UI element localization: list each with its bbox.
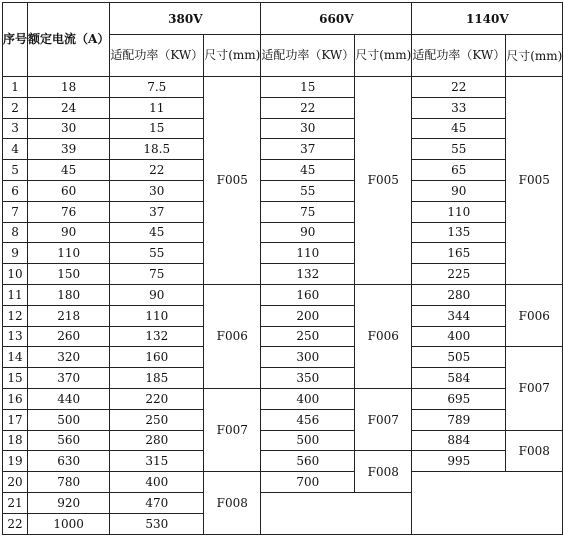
cell-current: 780 <box>28 472 110 493</box>
table-row <box>3 180 563 201</box>
cell-size-380: F005 <box>204 77 261 285</box>
table-body <box>3 77 563 535</box>
cell-current: 440 <box>28 388 110 409</box>
cell-power-660: 37 <box>261 139 355 160</box>
table-row <box>3 222 563 243</box>
spec-table <box>2 2 563 535</box>
cell-power-1140: 110 <box>412 201 506 222</box>
cell-power-380: 45 <box>110 222 204 243</box>
header-power-380: 适配功率（KW） <box>110 35 204 77</box>
cell-power-660: 200 <box>261 305 355 326</box>
cell-power-380: 30 <box>110 180 204 201</box>
cell-power-380: 110 <box>110 305 204 326</box>
cell-power-1140: 884 <box>412 430 506 451</box>
cell-index: 16 <box>3 388 28 409</box>
cell-current: 24 <box>28 97 110 118</box>
cell-power-1140: 165 <box>412 243 506 264</box>
cell-current: 1000 <box>28 513 110 534</box>
cell-size-380: F008 <box>204 472 261 534</box>
header-voltage-660: 660V <box>261 3 412 35</box>
header-current: 额定电流（A） <box>28 3 110 77</box>
cell-power-1140: 789 <box>412 409 506 430</box>
cell-size-660: F006 <box>355 284 412 388</box>
cell-current: 500 <box>28 409 110 430</box>
header-power-660: 适配功率（KW） <box>261 35 355 77</box>
cell-power-380: 75 <box>110 264 204 285</box>
table-row <box>3 451 563 472</box>
cell-index: 11 <box>3 284 28 305</box>
cell-power-660: 110 <box>261 243 355 264</box>
cell-power-380: 18.5 <box>110 139 204 160</box>
cell-current: 920 <box>28 492 110 513</box>
cell-power-1140: 505 <box>412 347 506 368</box>
cell-power-1140: 55 <box>412 139 506 160</box>
cell-power-660: 75 <box>261 201 355 222</box>
cell-power-660: 560 <box>261 451 355 472</box>
cell-index: 5 <box>3 160 28 181</box>
cell-index: 10 <box>3 264 28 285</box>
cell-power-380: 250 <box>110 409 204 430</box>
cell-power-660: 700 <box>261 472 355 493</box>
cell-power-1140: 280 <box>412 284 506 305</box>
cell-power-380: 400 <box>110 472 204 493</box>
cell-power-1140: 45 <box>412 118 506 139</box>
cell-power-1140: 90 <box>412 180 506 201</box>
cell-current: 60 <box>28 180 110 201</box>
cell-index: 3 <box>3 118 28 139</box>
cell-current: 76 <box>28 201 110 222</box>
cell-blank <box>261 492 412 534</box>
cell-index: 2 <box>3 97 28 118</box>
cell-index: 22 <box>3 513 28 534</box>
header-size-1140: 尺寸(mm) <box>506 35 563 77</box>
cell-power-1140: 135 <box>412 222 506 243</box>
cell-power-1140: 995 <box>412 451 506 472</box>
cell-index: 19 <box>3 451 28 472</box>
cell-power-660: 300 <box>261 347 355 368</box>
table-row <box>3 326 563 347</box>
cell-power-380: 37 <box>110 201 204 222</box>
cell-size-1140: F008 <box>506 430 563 472</box>
table-row <box>3 77 563 98</box>
header-voltage-1140: 1140V <box>412 3 563 35</box>
cell-power-1140: 225 <box>412 264 506 285</box>
cell-current: 90 <box>28 222 110 243</box>
cell-current: 45 <box>28 160 110 181</box>
cell-power-1140: 65 <box>412 160 506 181</box>
cell-index: 17 <box>3 409 28 430</box>
cell-size-380: F007 <box>204 388 261 471</box>
table-row <box>3 118 563 139</box>
cell-size-1140: F005 <box>506 77 563 285</box>
cell-current: 30 <box>28 118 110 139</box>
cell-index: 18 <box>3 430 28 451</box>
table-row <box>3 347 563 368</box>
cell-power-380: 220 <box>110 388 204 409</box>
header-size-660: 尺寸(mm) <box>355 35 412 77</box>
table-row <box>3 243 563 264</box>
cell-current: 18 <box>28 77 110 98</box>
cell-power-380: 132 <box>110 326 204 347</box>
cell-power-380: 11 <box>110 97 204 118</box>
cell-power-660: 90 <box>261 222 355 243</box>
cell-index: 7 <box>3 201 28 222</box>
header-row-voltage <box>3 3 563 35</box>
cell-index: 6 <box>3 180 28 201</box>
cell-power-380: 7.5 <box>110 77 204 98</box>
cell-index: 13 <box>3 326 28 347</box>
cell-size-1140: F007 <box>506 347 563 430</box>
cell-current: 218 <box>28 305 110 326</box>
header-size-380: 尺寸(mm) <box>204 35 261 77</box>
cell-power-380: 15 <box>110 118 204 139</box>
table-row <box>3 264 563 285</box>
table-row <box>3 139 563 160</box>
cell-power-380: 530 <box>110 513 204 534</box>
table-row <box>3 284 563 305</box>
cell-power-1140: 22 <box>412 77 506 98</box>
header-index: 序号 <box>3 3 28 77</box>
cell-current: 630 <box>28 451 110 472</box>
cell-power-660: 15 <box>261 77 355 98</box>
cell-power-660: 55 <box>261 180 355 201</box>
header-power-1140: 适配功率（KW） <box>412 35 506 77</box>
table-row <box>3 472 563 493</box>
cell-power-1140: 400 <box>412 326 506 347</box>
cell-power-380: 160 <box>110 347 204 368</box>
cell-current: 150 <box>28 264 110 285</box>
cell-power-660: 250 <box>261 326 355 347</box>
cell-size-660: F007 <box>355 388 412 450</box>
cell-current: 320 <box>28 347 110 368</box>
cell-power-660: 30 <box>261 118 355 139</box>
table-row <box>3 388 563 409</box>
table-row <box>3 368 563 389</box>
cell-current: 370 <box>28 368 110 389</box>
cell-index: 14 <box>3 347 28 368</box>
table-row <box>3 430 563 451</box>
cell-index: 15 <box>3 368 28 389</box>
table-row <box>3 201 563 222</box>
cell-power-1140: 33 <box>412 97 506 118</box>
cell-power-380: 315 <box>110 451 204 472</box>
cell-power-380: 280 <box>110 430 204 451</box>
cell-blank <box>412 472 563 534</box>
cell-size-660: F005 <box>355 77 412 285</box>
table-row <box>3 160 563 181</box>
cell-power-660: 45 <box>261 160 355 181</box>
cell-power-1140: 695 <box>412 388 506 409</box>
cell-index: 20 <box>3 472 28 493</box>
cell-power-660: 160 <box>261 284 355 305</box>
cell-power-380: 55 <box>110 243 204 264</box>
table-row <box>3 97 563 118</box>
cell-current: 180 <box>28 284 110 305</box>
cell-size-660: F008 <box>355 451 412 493</box>
cell-index: 21 <box>3 492 28 513</box>
header-voltage-380: 380V <box>110 3 261 35</box>
cell-power-660: 500 <box>261 430 355 451</box>
cell-power-380: 185 <box>110 368 204 389</box>
cell-index: 9 <box>3 243 28 264</box>
cell-power-380: 470 <box>110 492 204 513</box>
cell-size-380: F006 <box>204 284 261 388</box>
cell-current: 260 <box>28 326 110 347</box>
cell-power-660: 456 <box>261 409 355 430</box>
cell-index: 1 <box>3 77 28 98</box>
cell-index: 8 <box>3 222 28 243</box>
cell-power-1140: 344 <box>412 305 506 326</box>
cell-current: 39 <box>28 139 110 160</box>
cell-power-660: 350 <box>261 368 355 389</box>
cell-current: 110 <box>28 243 110 264</box>
table-row <box>3 409 563 430</box>
cell-power-380: 22 <box>110 160 204 181</box>
cell-power-660: 400 <box>261 388 355 409</box>
cell-power-660: 132 <box>261 264 355 285</box>
cell-power-380: 90 <box>110 284 204 305</box>
cell-index: 12 <box>3 305 28 326</box>
cell-power-660: 22 <box>261 97 355 118</box>
cell-power-1140: 584 <box>412 368 506 389</box>
table-row <box>3 305 563 326</box>
cell-size-1140: F006 <box>506 284 563 346</box>
cell-current: 560 <box>28 430 110 451</box>
cell-index: 4 <box>3 139 28 160</box>
